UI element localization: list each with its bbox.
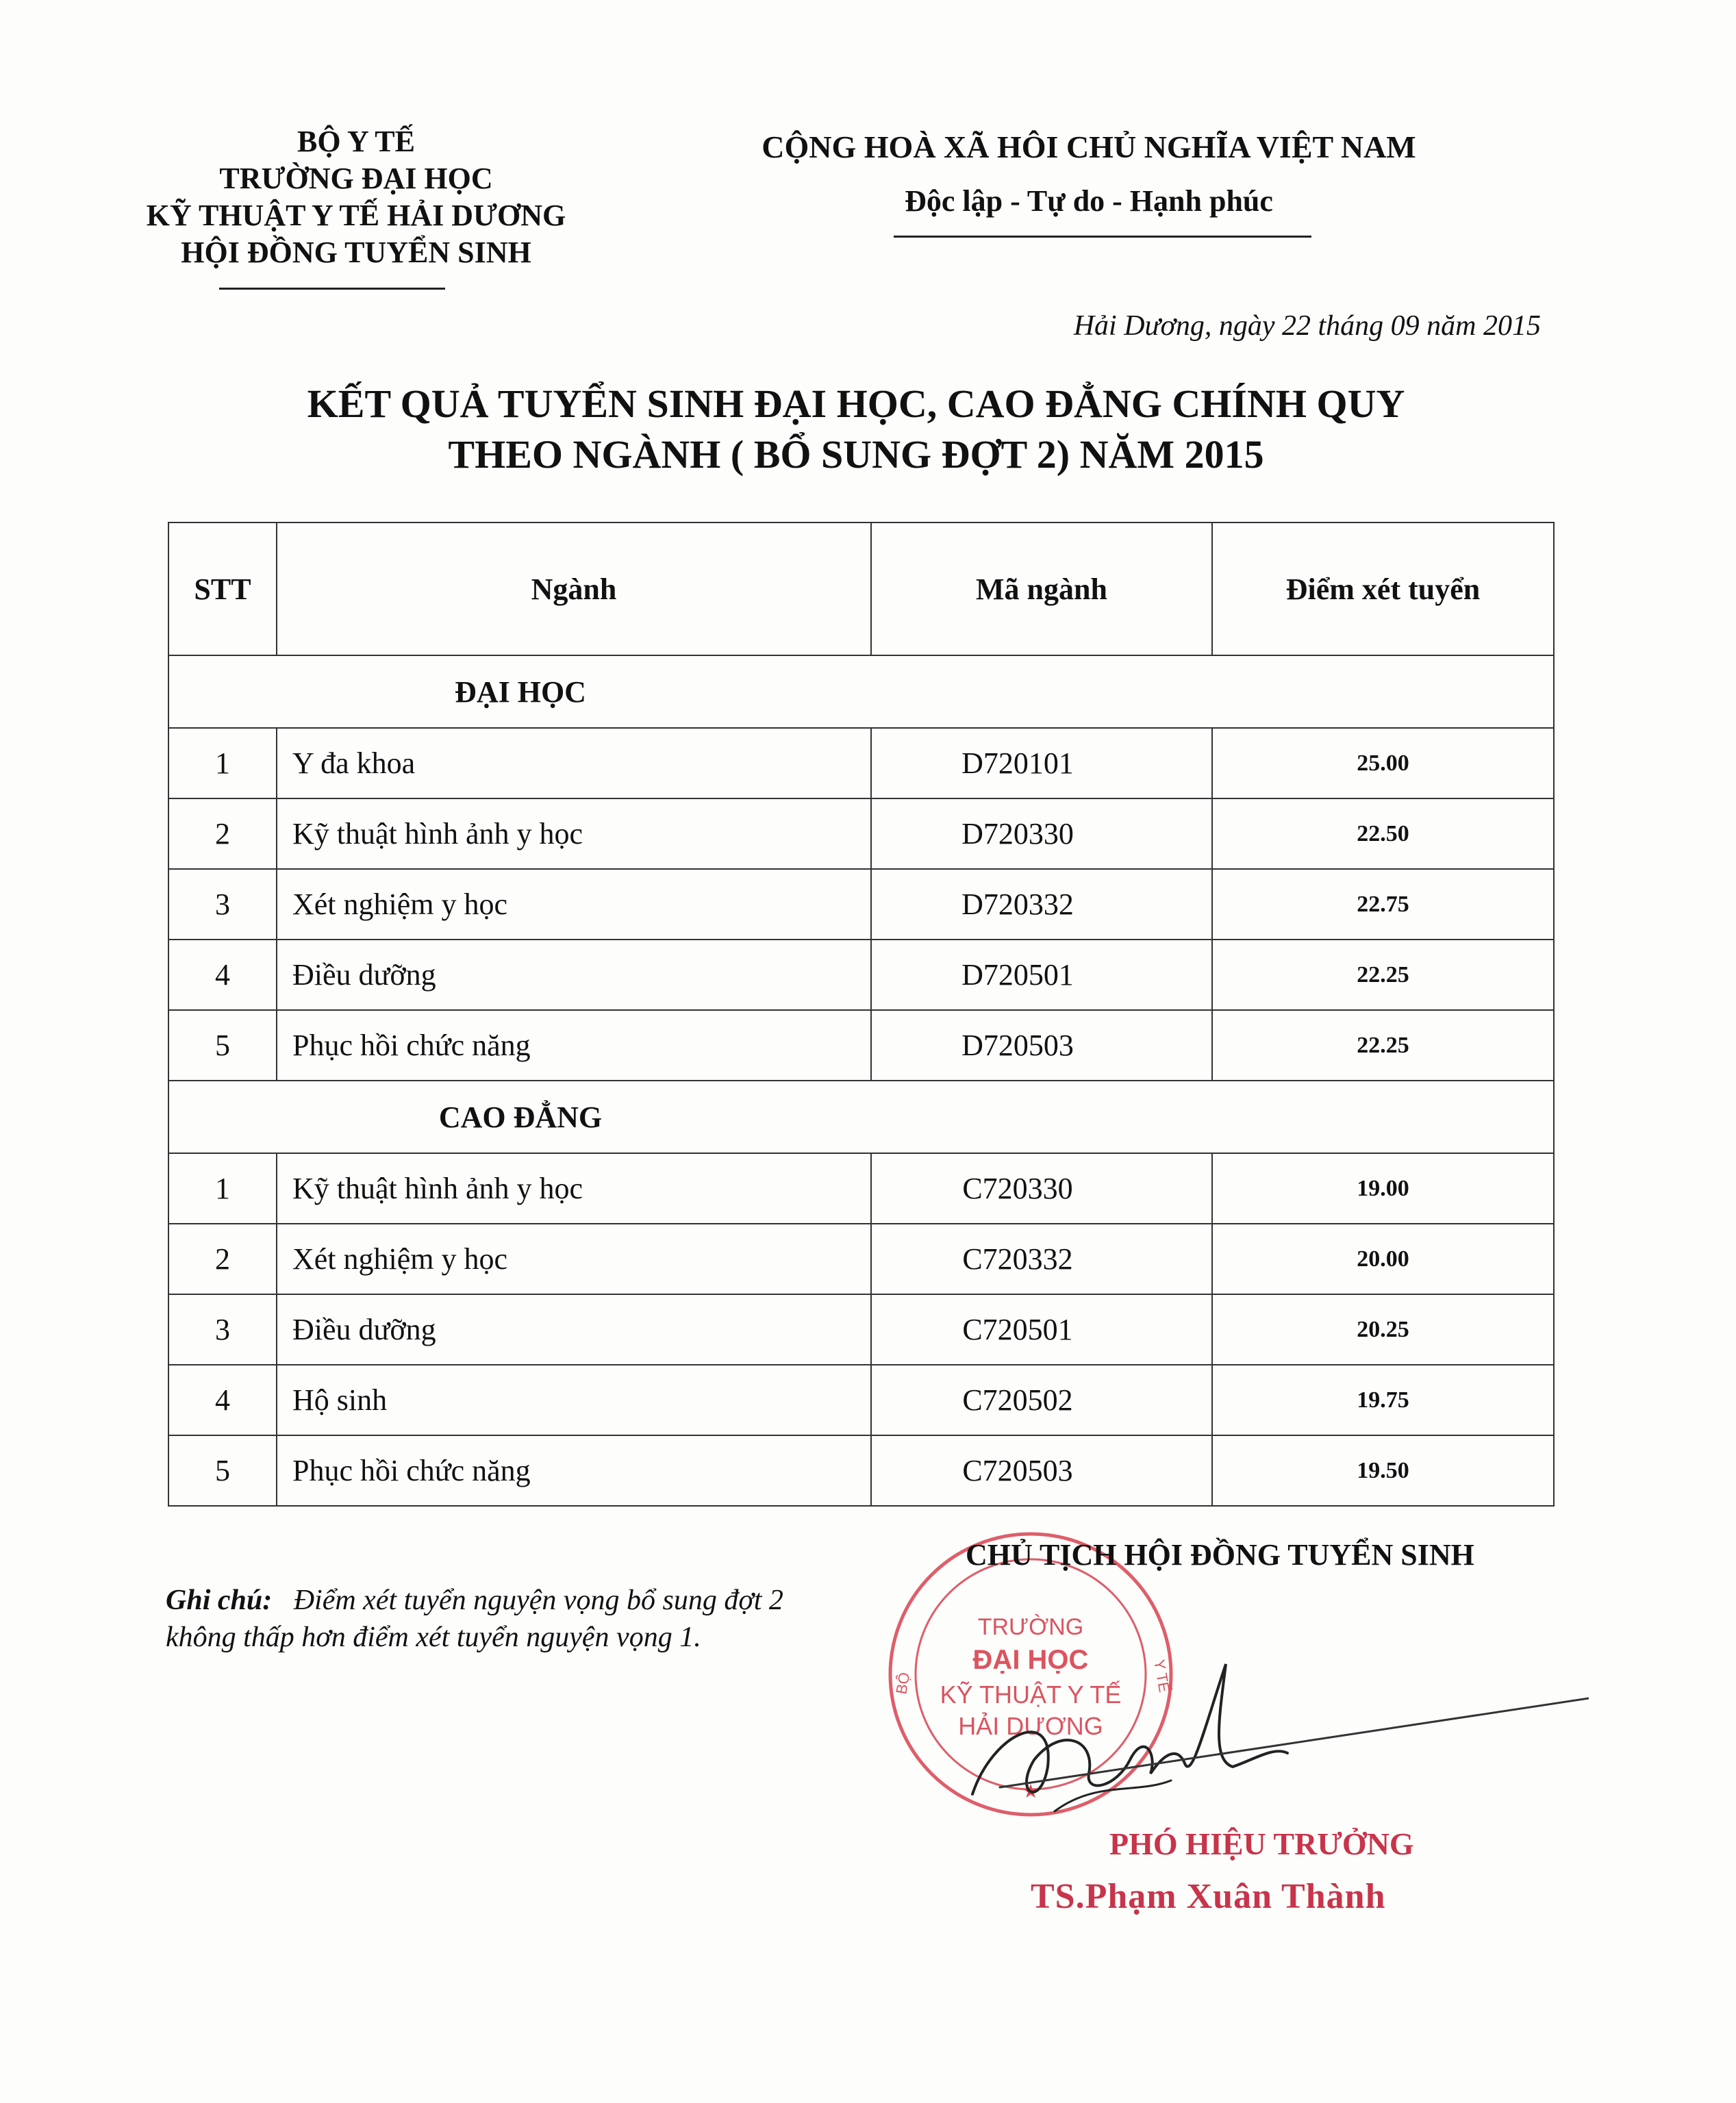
major-cell: Xét nghiệm y học <box>277 1224 871 1294</box>
score-cell: 20.25 <box>1212 1294 1554 1365</box>
code-cell: C720502 <box>871 1365 1212 1435</box>
signer-position: PHÓ HIỆU TRƯỞNG <box>1109 1826 1414 1861</box>
score-cell: 22.75 <box>1212 869 1554 940</box>
admission-results-table <box>168 522 1555 1507</box>
major-cell: Phục hồi chức năng <box>277 1010 871 1081</box>
table-row <box>168 1365 1554 1435</box>
code-cell: D720332 <box>871 869 1212 940</box>
score-cell: 19.75 <box>1212 1365 1554 1435</box>
stt-cell: 5 <box>168 1435 277 1506</box>
major-cell: Y đa khoa <box>277 728 871 798</box>
stt-cell: 1 <box>168 728 277 798</box>
school-name-line2: KỸ THUẬT Y TẾ HẢI DƯƠNG <box>146 199 566 232</box>
section-row <box>168 655 1554 728</box>
section-label: ĐẠI HỌC <box>455 675 586 709</box>
table-row <box>168 940 1554 1010</box>
stt-cell: 3 <box>168 1294 277 1365</box>
major-cell: Xét nghiệm y học <box>277 869 871 940</box>
footnote-text-line1: Điểm xét tuyển nguyện vọng bổ sung đợt 2 <box>293 1585 783 1616</box>
major-cell: Kỹ thuật hình ảnh y học <box>277 798 871 869</box>
section-row <box>168 1081 1554 1153</box>
major-cell: Điều dưỡng <box>277 1294 871 1365</box>
table-row <box>168 728 1554 798</box>
code-cell: C720503 <box>871 1435 1212 1506</box>
table-row <box>168 798 1554 869</box>
svg-text:BỘ: BỘ <box>892 1671 914 1696</box>
section-label: CAO ĐẲNG <box>438 1100 603 1134</box>
score-cell: 20.00 <box>1212 1224 1554 1294</box>
footnote <box>166 1582 892 1656</box>
stt-cell: 1 <box>168 1153 277 1224</box>
code-cell: C720330 <box>871 1153 1212 1224</box>
score-cell: 25.00 <box>1212 728 1554 798</box>
document-title-line2: THEO NGÀNH ( BỔ SUNG ĐỢT 2) NĂM 2015 <box>448 432 1264 477</box>
stt-cell: 2 <box>168 1224 277 1294</box>
code-cell: D720101 <box>871 728 1212 798</box>
table-row <box>168 869 1554 940</box>
major-cell: Điều dưỡng <box>277 940 871 1010</box>
council-name: HỘI ĐỒNG TUYỂN SINH <box>181 236 531 269</box>
table-header-row <box>168 522 1554 655</box>
header-diem: Điểm xét tuyển <box>1212 522 1554 655</box>
header-ma-nganh: Mã ngành <box>871 522 1212 655</box>
svg-text:HẢI DƯƠNG: HẢI DƯƠNG <box>958 1712 1103 1740</box>
stt-cell: 4 <box>168 1365 277 1435</box>
code-cell: C720332 <box>871 1224 1212 1294</box>
svg-text:Y TẾ: Y TẾ <box>1150 1658 1174 1694</box>
svg-text:ĐẠI HỌC: ĐẠI HỌC <box>972 1645 1089 1675</box>
major-cell: Hộ sinh <box>277 1365 871 1435</box>
left-header-divider <box>219 288 445 290</box>
document-date: Hải Dương, ngày 22 tháng 09 năm 2015 <box>1073 310 1541 342</box>
issuing-authority <box>116 123 596 271</box>
svg-text:KỸ THUẬT Y TẾ: KỸ THUẬT Y TẾ <box>940 1680 1122 1709</box>
footnote-text-line2: không thấp hơn điểm xét tuyển nguyện vọng 1. <box>166 1622 701 1653</box>
table-row <box>168 1010 1554 1081</box>
code-cell: C720501 <box>871 1294 1212 1365</box>
svg-text:★: ★ <box>1022 1781 1040 1802</box>
ministry-name: BỘ Y TẾ <box>297 125 415 158</box>
score-cell: 22.25 <box>1212 1010 1554 1081</box>
table-row <box>168 1294 1554 1365</box>
national-motto: Độc lập - Tự do - Hạnh phúc <box>905 184 1273 218</box>
table-row <box>168 1435 1554 1506</box>
major-cell: Kỹ thuật hình ảnh y học <box>277 1153 871 1224</box>
major-cell: Phục hồi chức năng <box>277 1435 871 1506</box>
signer-name: TS.Phạm Xuân Thành <box>1031 1877 1386 1916</box>
score-cell: 22.25 <box>1212 940 1554 1010</box>
school-name-line1: TRƯỜNG ĐẠI HỌC <box>219 162 493 195</box>
code-cell: D720501 <box>871 940 1212 1010</box>
header-nganh: Ngành <box>277 522 871 655</box>
header-stt: STT <box>168 522 277 655</box>
stt-cell: 4 <box>168 940 277 1010</box>
handwritten-signature <box>931 1623 1589 1828</box>
stt-cell: 5 <box>168 1010 277 1081</box>
stt-cell: 3 <box>168 869 277 940</box>
score-cell: 19.00 <box>1212 1153 1554 1224</box>
table-row <box>168 1224 1554 1294</box>
table-row <box>168 1153 1554 1224</box>
chair-title: CHỦ TỊCH HỘI ĐỒNG TUYỂN SINH <box>966 1538 1474 1572</box>
national-title: CỘNG HOÀ XÃ HÔI CHỦ NGHĨA VIỆT NAM <box>762 129 1416 164</box>
code-cell: D720503 <box>871 1010 1212 1081</box>
footnote-label: Ghi chú: <box>166 1585 273 1616</box>
score-cell: 19.50 <box>1212 1435 1554 1506</box>
document-title-line1: KẾT QUẢ TUYỂN SINH ĐẠI HỌC, CAO ĐẲNG CHÍNH QUY <box>307 381 1405 426</box>
code-cell: D720330 <box>871 798 1212 869</box>
svg-text:TRƯỜNG: TRƯỜNG <box>977 1614 1084 1640</box>
right-header-divider <box>894 236 1311 238</box>
score-cell: 22.50 <box>1212 798 1554 869</box>
stt-cell: 2 <box>168 798 277 869</box>
